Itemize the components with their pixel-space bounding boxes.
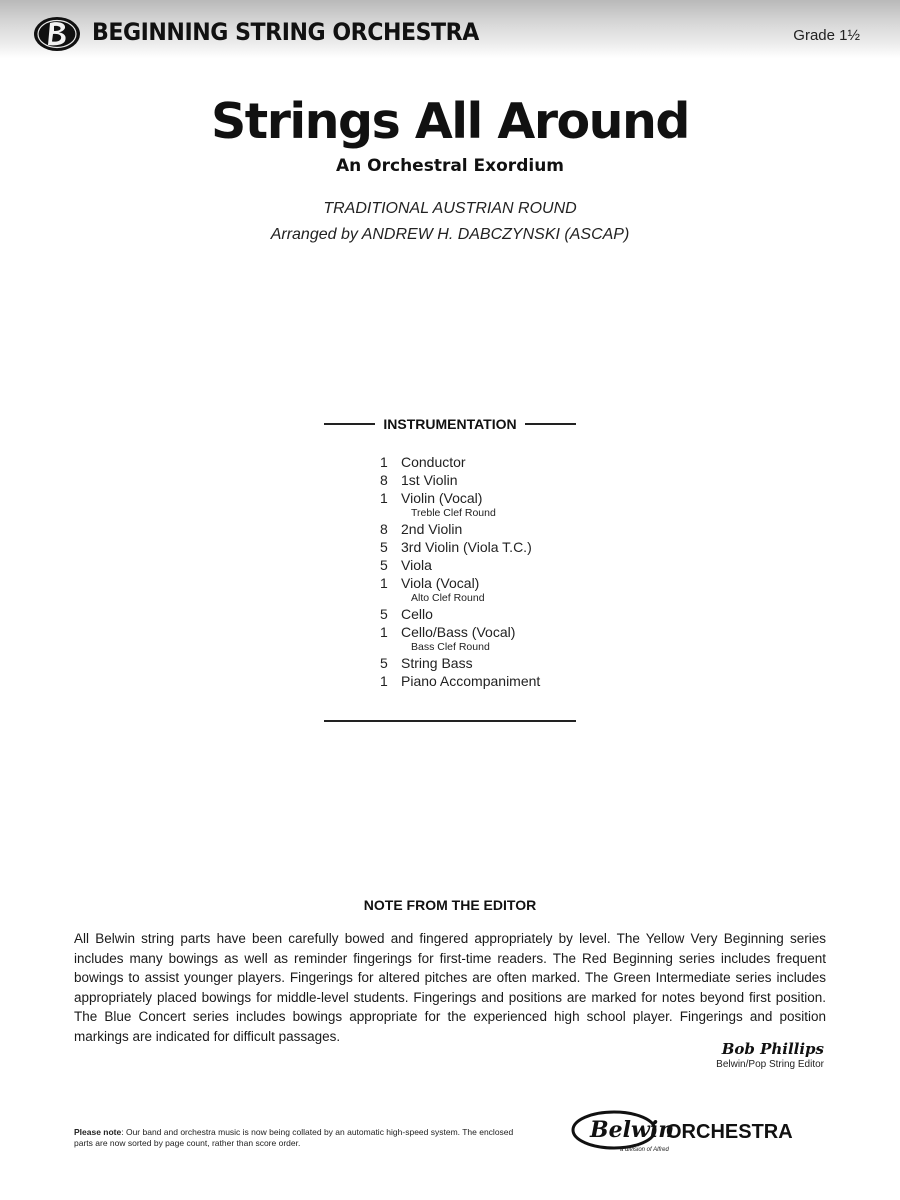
instrument-row (380, 471, 640, 489)
editor-note-heading: NOTE FROM THE EDITOR (363, 897, 537, 913)
please-note (74, 1127, 534, 1149)
belwin-b-logo-icon (32, 14, 82, 54)
instrument-row (380, 538, 640, 556)
instrument-quantity: 8 (380, 521, 388, 537)
instrumentation-list (380, 453, 640, 690)
heading-rule-right (525, 423, 576, 425)
editor-role: Belwin/Pop String Editor (716, 1059, 824, 1070)
instrument-row (380, 654, 640, 672)
instrument-note: Alto Clef Round (411, 592, 485, 604)
source-credit: TRADITIONAL AUSTRIAN ROUND (323, 200, 577, 217)
instrument-row (380, 574, 640, 592)
heading-rule-left (324, 423, 375, 425)
instrument-name: Cello/Bass (Vocal) (401, 624, 516, 640)
piece-title: Strings All Around (210, 93, 690, 150)
instrument-quantity: 1 (380, 490, 388, 506)
instrument-entry (380, 605, 640, 623)
piece-subtitle: An Orchestral Exordium (335, 156, 565, 176)
belwin-orchestra-logo-icon (570, 1108, 832, 1154)
instrument-entry (380, 489, 640, 520)
grade-label: Grade 1½ (793, 27, 860, 44)
instrument-quantity: 5 (380, 606, 388, 622)
instrument-entry (380, 574, 640, 605)
please-note-label: Please note (74, 1127, 122, 1137)
instrument-quantity: 8 (380, 472, 388, 488)
instrument-name: Piano Accompaniment (401, 673, 541, 689)
instrument-row (380, 556, 640, 574)
instrument-row (380, 672, 640, 690)
instrumentation-heading (324, 414, 576, 434)
instrument-row (380, 623, 640, 641)
instrument-quantity: 5 (380, 539, 388, 555)
please-note-text: : Our band and orchestra music is now being collated by an automatic high-speed system. The enclosed parts are now sorted by page count, rather than score order. (74, 1127, 514, 1148)
instrument-name: Viola (Vocal) (401, 575, 480, 591)
publisher-logo-word: ORCHESTRA (666, 1121, 793, 1143)
instrument-name: 1st Violin (401, 472, 458, 488)
arranger-credit: Arranged by ANDREW H. DABCZYNSKI (ASCAP) (270, 226, 630, 243)
instrument-entry (380, 672, 640, 690)
publisher-logo-tagline: a division of Alfred (620, 1147, 669, 1153)
publisher-logo-script: Belwin (590, 1117, 675, 1143)
instrument-quantity: 1 (380, 624, 388, 640)
instrument-quantity: 1 (380, 575, 388, 591)
editor-note-text: All Belwin string parts have been carefully bowed and fingered appropriately by level. The Yellow Very Beginning series includes many bowings as well as reminder fingerings for first-time readers. The Red Beginning series includes frequent bowings to assist younger players. Fingerings for altered pitches are often marked. The Green Intermediate series includes appropriately placed bowings for middle-level students. Fingerings and positions are marked for notes beyond first position. The Blue Concert series includes bowings appropriate for the experienced high school player. Fingerings and position markings are indicated for difficult passages. (74, 931, 826, 1044)
instrument-quantity: 1 (380, 673, 388, 689)
instrument-entry (380, 453, 640, 471)
instrument-quantity: 5 (380, 655, 388, 671)
instrument-row (380, 453, 640, 471)
instrument-name: Cello (401, 606, 433, 622)
instrument-quantity: 1 (380, 454, 388, 470)
instrument-row (380, 605, 640, 623)
editor-signature: Bob Phillips (721, 1040, 824, 1058)
instrument-entry (380, 520, 640, 538)
instrument-note: Treble Clef Round (411, 507, 496, 519)
instrument-name: String Bass (401, 655, 473, 671)
instrument-entry (380, 471, 640, 489)
instrument-quantity: 5 (380, 557, 388, 573)
instrument-name: Conductor (401, 454, 466, 470)
instrument-name: Viola (401, 557, 432, 573)
series-title: BEGINNING STRING ORCHESTRA (92, 18, 479, 46)
instrument-name: Violin (Vocal) (401, 490, 483, 506)
instrument-name: 2nd Violin (401, 521, 463, 537)
instrumentation-heading-label: INSTRUMENTATION (383, 416, 517, 432)
instrument-row (380, 489, 640, 507)
instrument-name: 3rd Violin (Viola T.C.) (401, 539, 532, 555)
instrument-entry (380, 623, 640, 654)
instrument-entry (380, 538, 640, 556)
instrumentation-bottom-rule (324, 720, 576, 722)
instrument-entry (380, 654, 640, 672)
instrument-note: Bass Clef Round (411, 641, 490, 653)
instrument-row (380, 520, 640, 538)
instrument-entry (380, 556, 640, 574)
